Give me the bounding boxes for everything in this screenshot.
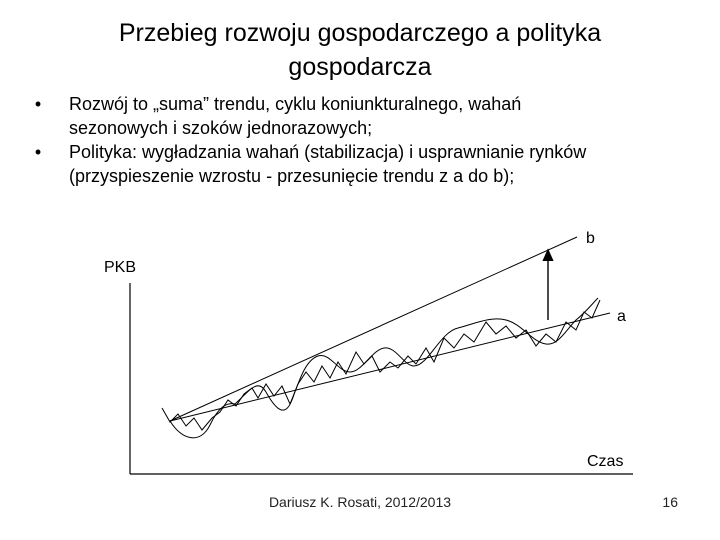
- bullet-icon: •: [34, 94, 42, 114]
- trend-label-b: b: [586, 230, 595, 247]
- footer-author: Dariusz K. Rosati, 2012/2013: [268, 494, 452, 510]
- trend-line-b: [170, 237, 577, 421]
- x-axis-label: Czas: [587, 453, 624, 470]
- trend-line-a: [170, 313, 610, 421]
- slide-title-line-2: gospodarcza: [288, 53, 432, 81]
- bullet-line: (przyspieszenie wzrostu - przesunięcie trendu z a do b);: [69, 166, 515, 186]
- bullet-line: Rozwój to „suma” trendu, cyklu koniunkturalnego, wahań: [69, 94, 522, 114]
- trend-label-a: a: [617, 308, 626, 325]
- page-number: 16: [662, 494, 678, 510]
- slide-title-line-1: Przebieg rozwoju gospodarczego a polityka: [118, 19, 602, 47]
- bullet-icon: •: [34, 142, 42, 162]
- y-axis-label: PKB: [104, 259, 137, 276]
- bullet-line: sezonowych i szoków jednorazowych;: [69, 118, 373, 138]
- seasonal-curve: [162, 300, 600, 430]
- bullet-line: Polityka: wygładzania wahań (stabilizacja) i usprawnianie rynków: [69, 142, 587, 162]
